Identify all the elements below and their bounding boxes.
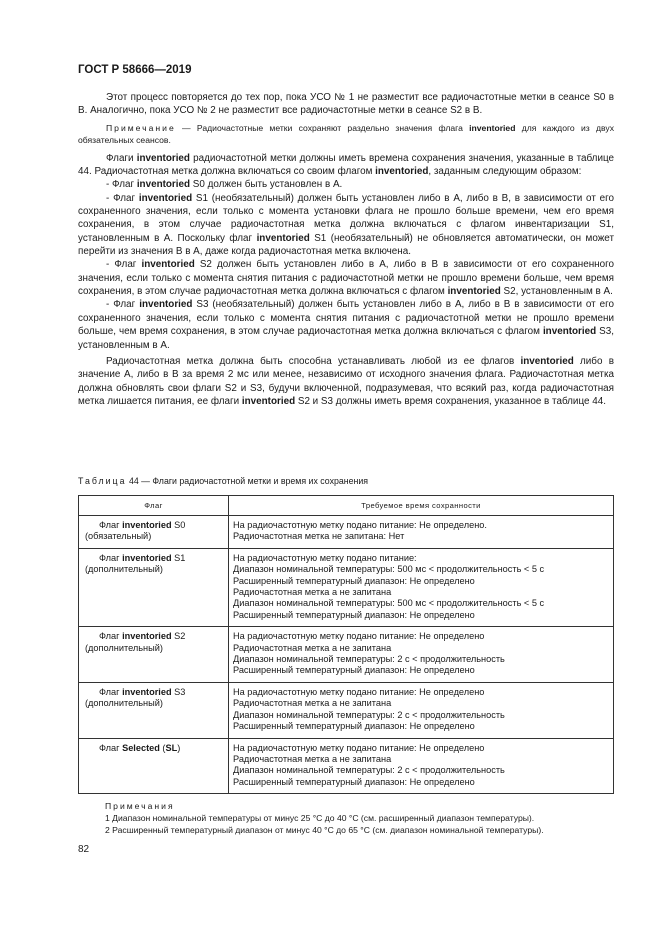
flag-name: Флаг Selected (SL) [99,742,181,753]
retention-line: На радиочастотную метку подано питание: Не определено [233,686,485,697]
retention-line: Расширенный температурный диапазон: Не определено [233,609,475,620]
retention-line: Расширенный температурный диапазон: Не определено [233,721,475,732]
retention-line: Диапазон номинальной температуры: 2 с < продолжительность [233,654,505,665]
list-item-s2: - Флаг inventoried S2 должен быть установлен либо в А, либо в В в зависимости от его сохраненного значения, если только с момента снятия питания с радиочастотной метки не прошло времени больше, чем время сохранения, в этом случае радиочастотная метка должна включаться с флагом inventoried S2, установленным в А. [78,259,614,298]
retention-line: На радиочастотную метку подано питание: Не определено. [233,520,487,530]
note-inventoried: Примечание — Радиочастотные метки сохраняют раздельно значения флага inventoried для каждого из двух обязательных сеансов. [78,122,614,145]
retention-line: Диапазон номинальной температуры: 2 с < продолжительность [233,709,505,720]
retention-line: Диапазон номинальной температуры: 500 мс < продолжительность < 5 с [233,564,545,575]
body-text [78,91,614,408]
retention-cell [229,516,614,549]
table-row [79,627,614,683]
retention-line: На радиочастотную метку подано питание: Не определено [233,742,485,753]
retention-line: Диапазон номинальной температуры: 500 мс < продолжительность < 5 с [233,598,545,609]
flag-type: (дополнительный) [85,698,163,709]
page-number: 82 [78,844,90,855]
table-body [79,516,614,794]
flag-name: Флаг inventoried S0 [99,520,186,530]
list-item-s0: - Флаг inventoried S0 должен быть установлен в А. [106,179,343,191]
retention-line: Радиочастотная метка а не запитана [233,753,392,764]
column-header-flag: Флаг [79,496,229,516]
flag-type: (дополнительный) [85,642,163,653]
retention-line: Радиочастотная метка а не запитана [233,587,392,598]
table-header-row [79,496,614,516]
notes-label: Примечания [105,801,175,811]
retention-line: На радиочастотную метку подано питание: Не определено [233,631,485,642]
flag-cell [79,738,229,794]
table-row [79,548,614,626]
flag-cell [79,627,229,683]
flag-name: Флаг inventoried S3 [99,686,186,697]
flag-name: Флаг inventoried S2 [99,631,186,642]
flags-table [78,495,614,794]
note-item: 1 Диапазон номинальной температуры от минус 25 °С до 40 °С (см. расширенный диапазон температуры). [105,813,535,823]
flag-type: (обязательный) [85,531,152,542]
column-header-retention: Требуемое время сохранности [229,496,614,516]
table-caption: Таблица 44 — Флаги радиочастотной метки и время их сохранения [78,476,369,486]
retention-line: Расширенный температурный диапазон: Не определено [233,575,475,586]
list-item-s1: - Флаг inventoried S1 (необязательный) должен быть установлен либо в А, либо в В, в зависимости от его сохраненного значения, если только с момента установки флага не прошло больше времени, чем его время сохранения, в этом случае радиочастотная метка должна включаться с флагом инвентаризации S1, установленным в А. Поскольку флаг inventoried S1 (необязательный) не обновляется автоматически, он может перейти из значения В в А, даже когда радиочастотная метка включена. [78,192,614,258]
retention-line: Радиочастотная метка не запитана: Нет [233,531,405,542]
flag-cell [79,516,229,549]
flag-name: Флаг inventoried S1 [99,552,186,563]
retention-line: Радиочастотная метка а не запитана [233,642,392,653]
note-item: 2 Расширенный температурный диапазон от минус 40 °С до 65 °С (см. диапазон номинальной температуры). [105,825,544,835]
retention-cell [229,627,614,683]
paragraph-update: Радиочастотная метка должна быть способна устанавливать любой из ее флагов inventoried либо в значение А, либо в В за время 2 мс или менее, независимо от исходного значения флага. Радиочастотная метка должна обновлять свои флаги S2 и S3, будучи включенной, подразумевая, что всякий раз, когда радиочастотная метка лишается питания, ее флаги inventoried S2 и S3 должны иметь время сохранения, указанное в таблице 44. [78,355,614,407]
retention-line: Расширенный температурный диапазон: Не определено [233,776,475,787]
retention-line: Диапазон номинальной температуры: 2 с < продолжительность [233,765,505,776]
retention-line: Расширенный температурный диапазон: Не определено [233,665,475,676]
retention-line: На радиочастотную метку подано питание: [233,552,417,563]
retention-cell [229,548,614,626]
flag-cell [79,548,229,626]
table-row [79,516,614,549]
retention-cell [229,738,614,794]
flag-cell [79,682,229,738]
retention-cell [229,682,614,738]
document-header: ГОСТ Р 58666—2019 [78,64,192,76]
paragraph-flags: Флаги inventoried радиочастотной метки должны иметь времена сохранения значения, указанные в таблице 44. Радиочастотная метка должна включаться со своим флагом inventoried, заданным следующим образом: [78,152,614,178]
table-row [79,682,614,738]
retention-line: Радиочастотная метка а не запитана [233,698,392,709]
table-row [79,738,614,794]
list-item-s3: - Флаг inventoried S3 (необязательный) должен быть установлен либо в А, либо в В в зависимости от его сохраненного значения, если только с момента снятия питания с радиочастотной метки не прошло времени больше, чем время сохранения, в этом случае радиочастотная метка должна включаться с флагом inventoried S3, установленным в А. [78,299,614,351]
flag-type: (дополнительный) [85,564,163,575]
table-notes [105,800,544,836]
paragraph-process: Этот процесс повторяется до тех пор, пока УСО № 1 не разместит все радиочастотные метки в сеансе S0 в B. Аналогично, пока УСО № 2 не разместит все радиочастотные метки в сеансе S2 в B. [78,92,614,117]
